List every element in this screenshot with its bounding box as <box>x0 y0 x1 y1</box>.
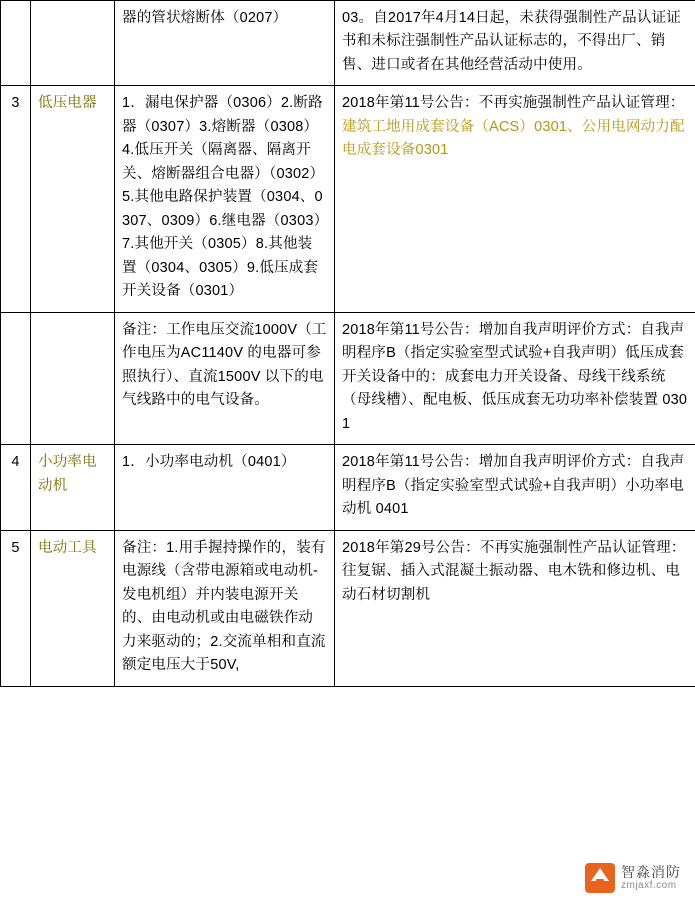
row-number: 5 <box>1 530 31 686</box>
product-category <box>31 1 115 86</box>
announcement-text: 2018年第11号公告：不再实施强制性产品认证管理： <box>342 95 685 112</box>
product-items: 备注：1.用手握持操作的，装有电源线（含带电源箱或电动机-发电机组）并内装电源开关的、由电动机或由电磁铁作动力来驱动的；2.交流单相和直流额定电压大于50V, <box>115 530 335 686</box>
product-category: 电动工具 <box>31 530 115 686</box>
product-category: 小功率电动机 <box>31 445 115 530</box>
table-row <box>1 312 695 444</box>
product-category <box>31 312 115 444</box>
table-row <box>1 530 695 686</box>
flame-logo-icon <box>585 863 615 893</box>
watermark <box>585 863 681 893</box>
table-row <box>1 86 695 312</box>
product-items: 1．小功率电动机（0401） <box>115 445 335 530</box>
product-items: 备注：工作电压交流1000V（工作电压为AC1140V 的电器可参照执行）、直流1500V 以下的电气线路中的电气设备。 <box>115 312 335 444</box>
announcement-highlight: 建筑工地用成套设备（ACS）0301、公用电网动力配电成套设备0301 <box>342 118 685 159</box>
row-number: 3 <box>1 86 31 312</box>
watermark-text <box>621 865 681 891</box>
announcement-content <box>335 86 695 312</box>
row-number: 4 <box>1 445 31 530</box>
watermark-title: 智淼消防 <box>621 863 681 880</box>
table-row <box>1 1 695 86</box>
announcement-content: 2018年第11号公告：增加自我声明评价方式：自我声明程序B（指定实验室型式试验+自我声明）小功率电动机 0401 <box>335 445 695 530</box>
table-row <box>1 445 695 530</box>
product-items: 器的管状熔断体（0207） <box>115 1 335 86</box>
announcement-content: 2018年第11号公告：增加自我声明评价方式：自我声明程序B（指定实验室型式试验+自我声明）低压成套开关设备中的：成套电力开关设备、母线干线系统（母线槽）、配电板、低压成套无功功率补偿装置 0301 <box>335 312 695 444</box>
product-category: 低压电器 <box>31 86 115 312</box>
row-number <box>1 1 31 86</box>
row-number <box>1 312 31 444</box>
product-items: 1．漏电保护器（0306）2.断路器（0307）3.熔断器（0308）4.低压开关（隔离器、隔离开关、熔断器组合电器）（0302）5.其他电路保护装置（0304、0307、0309）6.继电器（0303）7.其他开关（0305）8.其他装置（0304、0305）9.低压成套开关设备（0301） <box>115 86 335 312</box>
announcement-content: 03。自2017年4月14日起，未获得强制性产品认证证书和未标注强制性产品认证标志的，不得出厂、销售、进口或者在其他经营活动中使用。 <box>335 1 695 86</box>
watermark-subtitle: zmjaxf.com <box>621 880 677 892</box>
announcement-content: 2018年第29号公告：不再实施强制性产品认证管理：往复锯、插入式混凝土振动器、电木铣和修边机、电动石材切割机 <box>335 530 695 686</box>
